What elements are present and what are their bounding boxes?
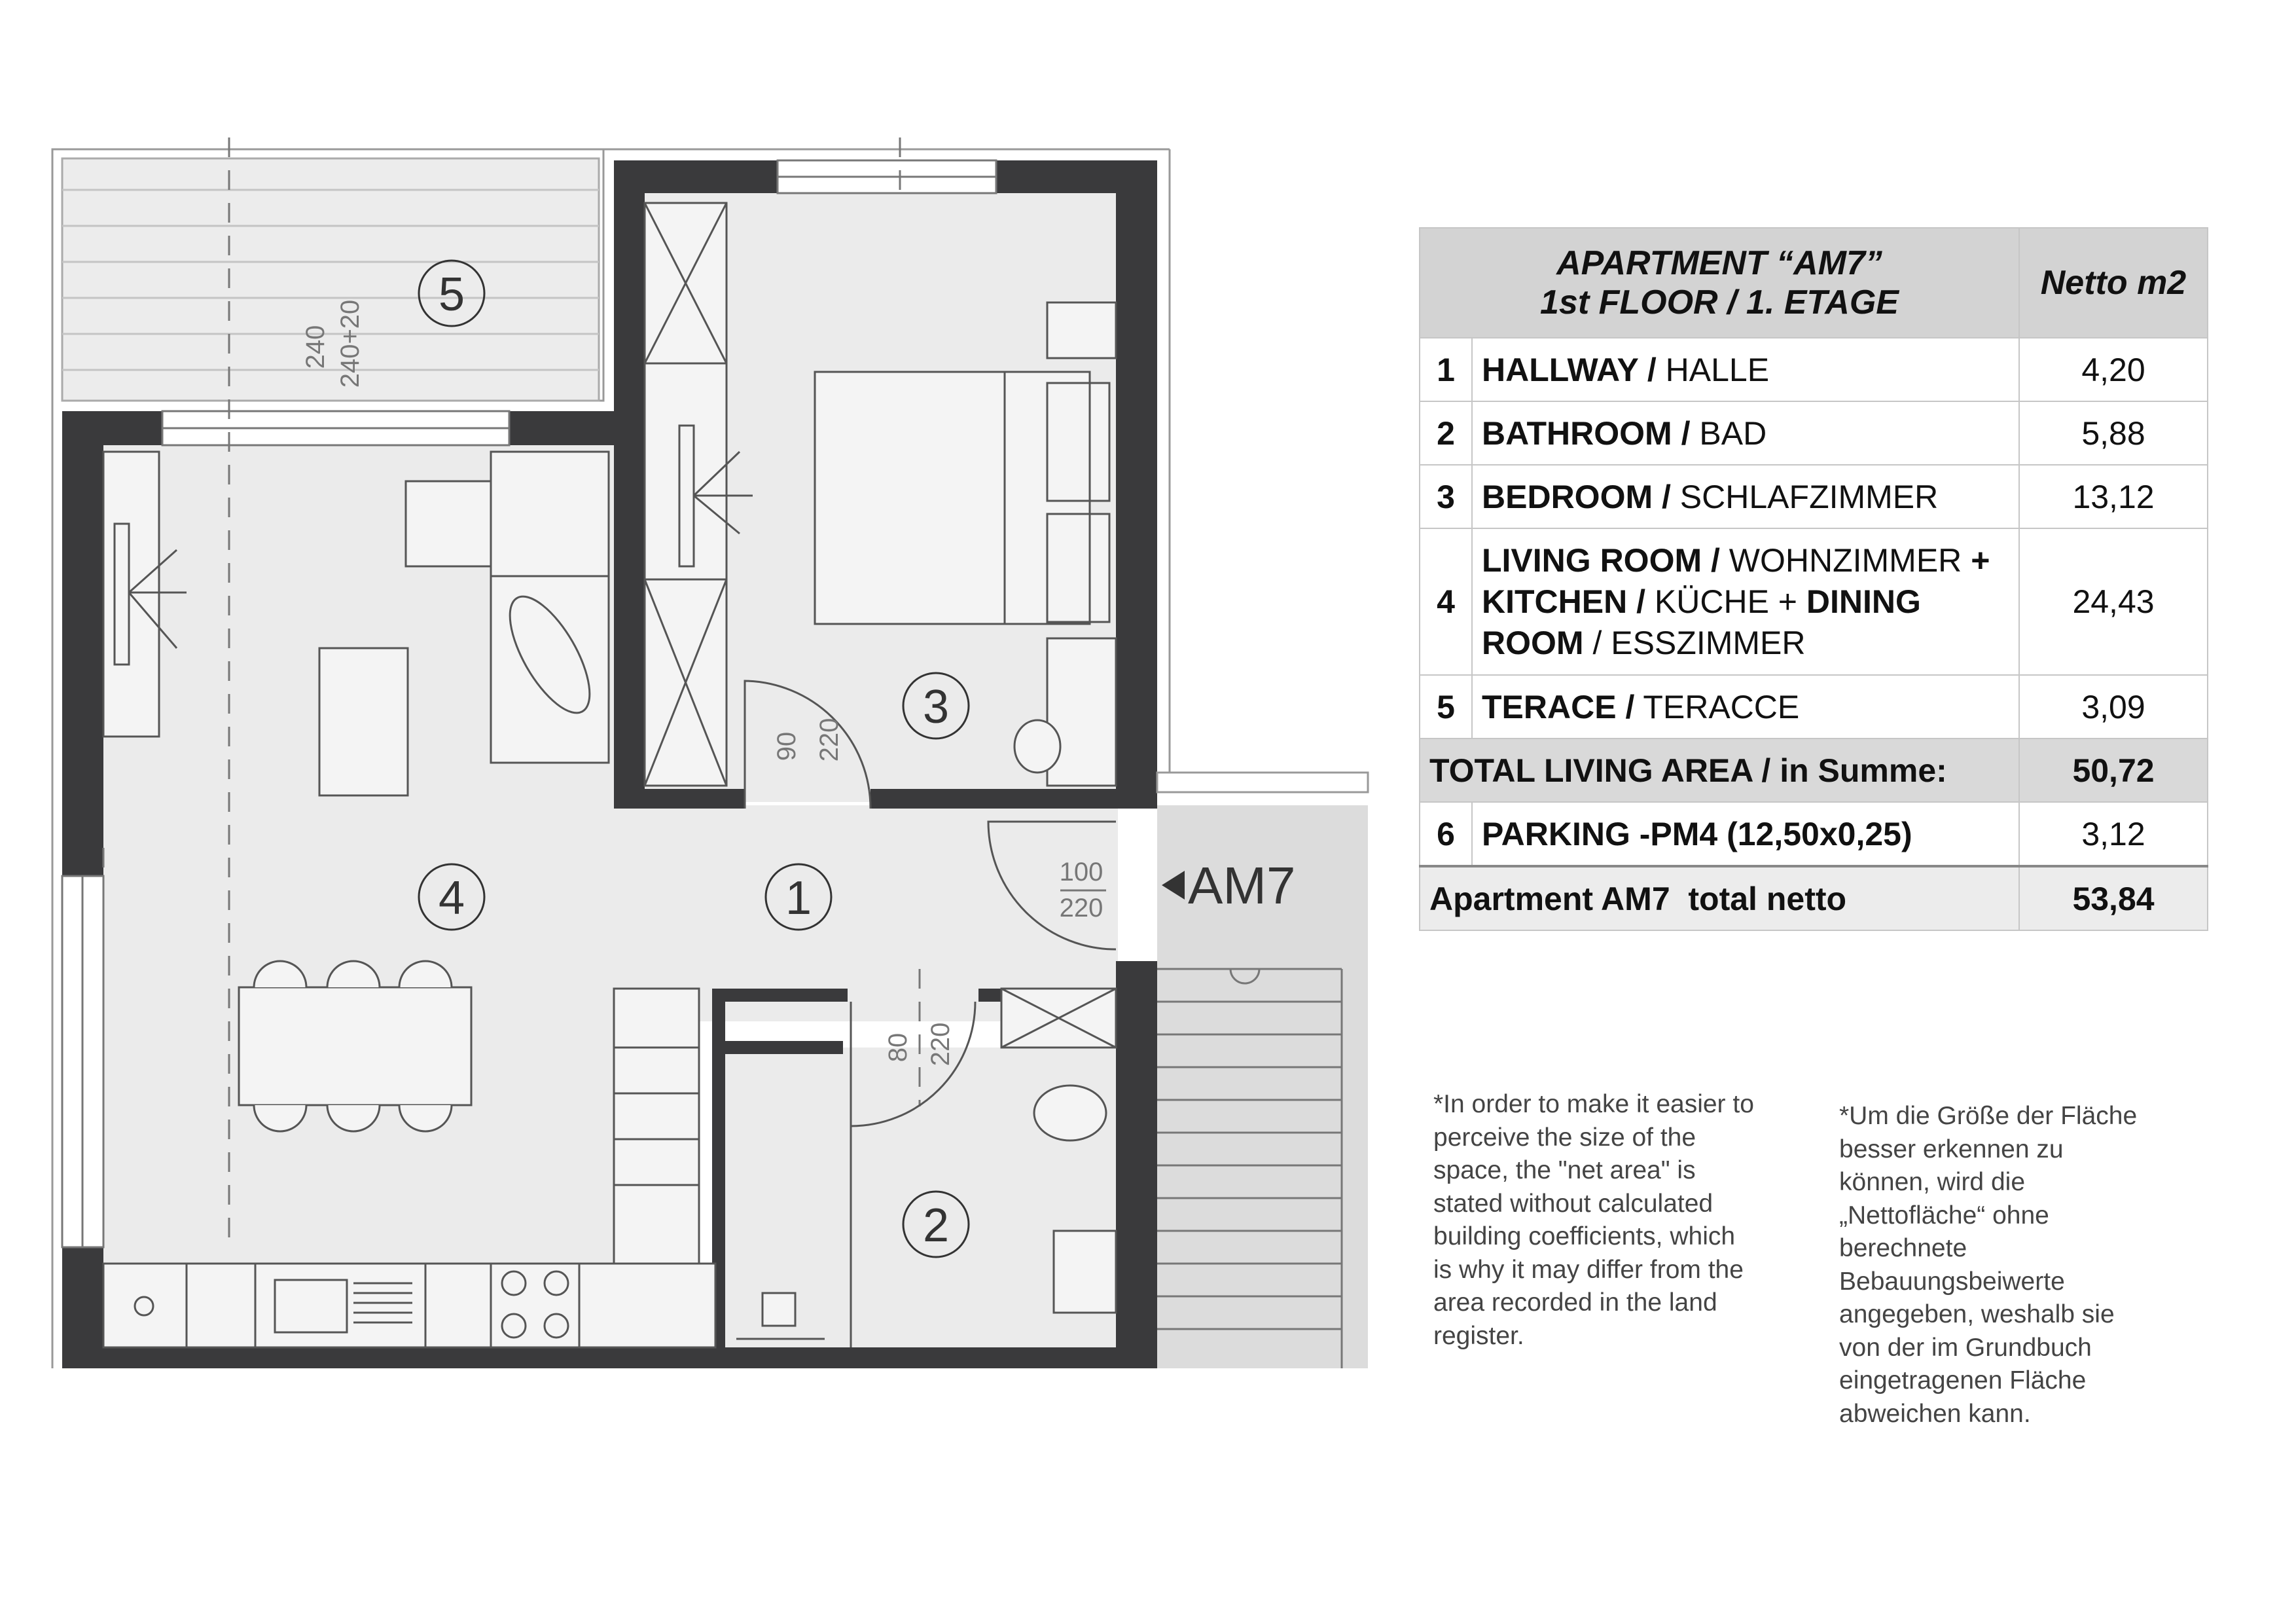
note-german: *Um die Größe der Fläche besser erkennen zu können, wird die „Nettofläche“ ohne berechnete Bebauungsbeiwerte angegeben, weshalb sie von der im Grundbuch eingetragenen Fläche abweichen kann. [1839, 1102, 2138, 1428]
row-number: 3 [1420, 465, 1472, 528]
parking-row [1420, 802, 2208, 866]
label-part: KITCHEN / [1482, 583, 1645, 620]
dim-entry-door-a: 100 [1059, 858, 1103, 886]
row-number: 6 [1420, 802, 1472, 866]
room-2-number: 2 [922, 1199, 950, 1252]
row-label-bold: BATHROOM / [1482, 414, 1691, 452]
total-value: 50,72 [2019, 739, 2208, 802]
row-label-bold: TERACE / [1482, 688, 1635, 725]
entrance-label: AM7 [1188, 856, 1296, 915]
table-row [1420, 338, 2208, 401]
coffee-table [319, 648, 408, 795]
label-part: KÜCHE + [1645, 583, 1806, 620]
row-label-rest: HALLE [1656, 351, 1770, 388]
label-part: WOHNZIMMER [1719, 541, 1971, 579]
table-title-line2: 1st FLOOR / 1. ETAGE [1539, 283, 1899, 321]
dim-terrace-b: 240+20 [336, 299, 365, 388]
row-label-rest: BAD [1690, 414, 1767, 452]
total-row [1420, 739, 2208, 802]
dim-entry-door-b: 220 [1059, 894, 1103, 922]
area-table [1419, 227, 2208, 931]
apartment-total-row [1420, 866, 2208, 930]
row-label [1472, 675, 2019, 739]
row-value: 3,09 [2019, 675, 2208, 739]
dim-bath-door-b: 220 [926, 1022, 955, 1067]
table-row [1420, 401, 2208, 465]
dining-set [239, 961, 471, 1131]
row-label [1472, 465, 2019, 528]
parking-value: 3,12 [2019, 802, 2208, 866]
terrace-area [62, 158, 599, 401]
table-row [1420, 528, 2208, 675]
label-part: LIVING ROOM / [1482, 541, 1720, 579]
table-header [1420, 228, 2208, 338]
dim-terrace-a: 240 [301, 325, 330, 369]
total-label: TOTAL LIVING AREA / in Summe: [1420, 739, 2019, 802]
room-3-number: 3 [922, 681, 950, 733]
room-5-number: 5 [438, 268, 465, 321]
row-number: 4 [1420, 528, 1472, 675]
dim-bedroom-door-a: 90 [772, 731, 801, 761]
label-part: / ESSZIMMER [1583, 624, 1806, 661]
row-label [1472, 528, 2019, 675]
row-number: 5 [1420, 675, 1472, 739]
dim-bedroom-door-b: 220 [815, 718, 844, 762]
row-label-rest: SCHLAFZIMMER [1670, 478, 1939, 515]
row-value: 13,12 [2019, 465, 2208, 528]
row-label [1472, 401, 2019, 465]
table-row [1420, 675, 2208, 739]
row-value: 5,88 [2019, 401, 2208, 465]
row-label-bold: HALLWAY / [1482, 351, 1657, 388]
room-4-number: 4 [438, 872, 465, 924]
apartment-total-label: Apartment AM7 total netto [1420, 866, 2019, 930]
row-value: 4,20 [2019, 338, 2208, 401]
row-value: 24,43 [2019, 528, 2208, 675]
table-row [1420, 465, 2208, 528]
label-part: DINING ROOM [1482, 583, 1921, 661]
table-title-line1: APARTMENT “AM7” [1556, 244, 1882, 282]
row-label [1472, 338, 2019, 401]
row-number: 2 [1420, 401, 1472, 465]
dim-bath-door-a: 80 [884, 1032, 912, 1063]
label-part: + [1971, 541, 1990, 579]
row-label-rest: TERACCE [1634, 688, 1800, 725]
table-value-header: Netto m2 [2019, 228, 2208, 338]
row-label-bold: BEDROOM / [1482, 478, 1671, 515]
row-number: 1 [1420, 338, 1472, 401]
room-1-number: 1 [785, 872, 812, 924]
parking-label: PARKING -PM4 (12,50x0,25) [1472, 802, 2019, 866]
note-english: *In order to make it easier to perceive the size of the space, the "net area" is stated without calculated building coefficients, which is why it may differ from the area recorded in the land register. [1433, 1090, 1754, 1350]
table-title [1420, 228, 2019, 338]
apartment-total-value: 53,84 [2019, 866, 2208, 930]
